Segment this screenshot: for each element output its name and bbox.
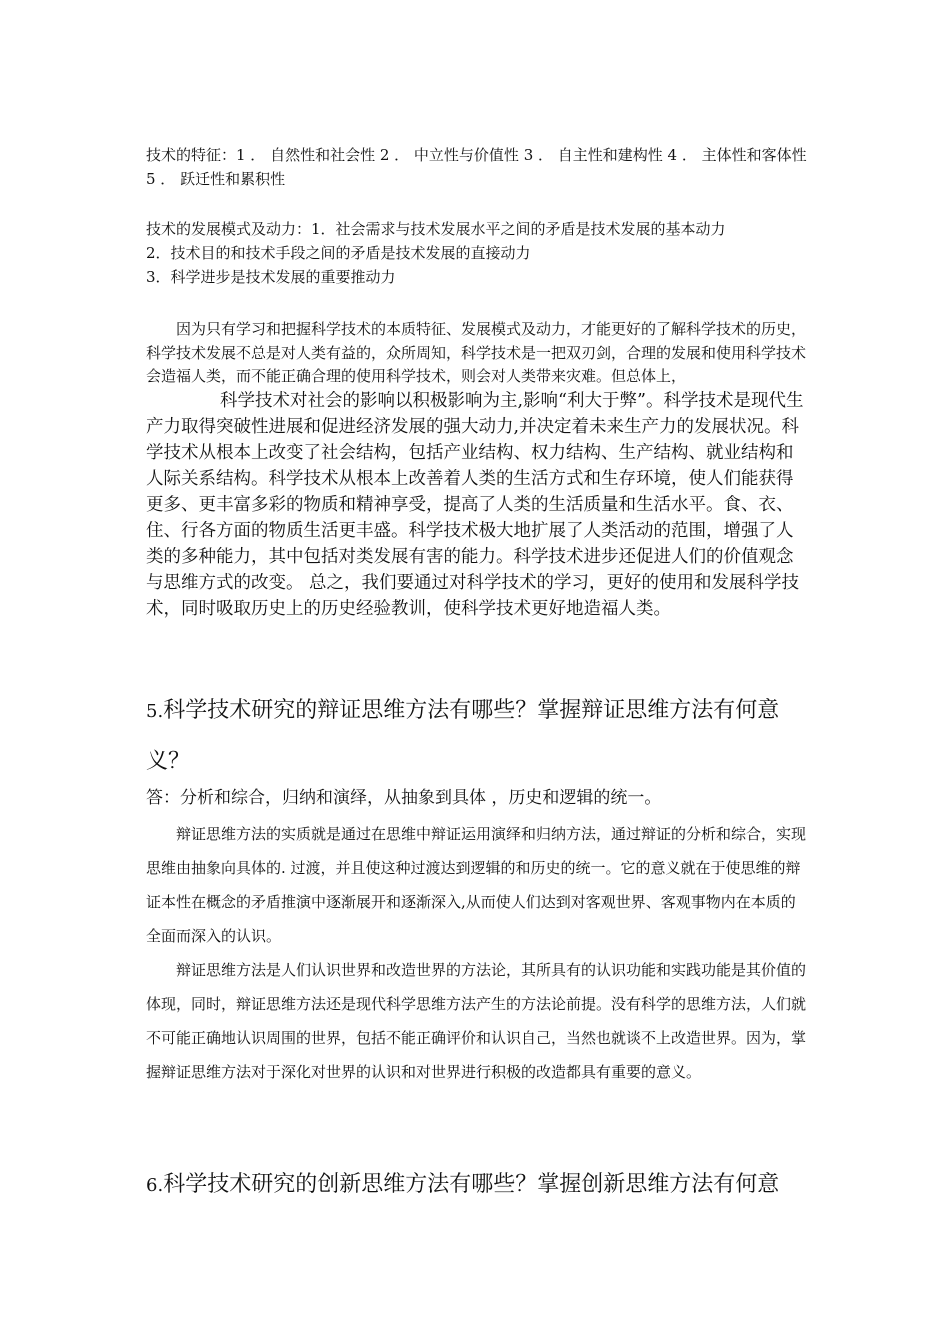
development-line-2: 2．技术目的和技术手段之间的矛盾是技术发展的直接动力 [146,244,531,262]
question-5-number: 5. [146,701,164,722]
tech-features-paragraph: 技术的特征：1 ． 自然性和社会性 2 ． 中立性与价值性 3 ． 自主性和建构性 4 ． 主体性和客体性 5 ． 跃迁性和累积性 [146,146,807,188]
development-line-3: 3．科学进步是技术发展的重要推动力 [146,268,396,286]
significance-paragraph-body: 科学技术对社会的影响以积极影响为主,影响“利大于弊”。科学技术是现代生产力取得突破性进展和促进经济发展的强大动力,并决定着未来生产力的发展状况。科学技术从根本上改变了社会结构，包括产业结构、权力结构、生产结构、就业结构和人际关系结构。科学技术从根本上改善着人类的生活方式和生存环境，使人们能获得更多、更丰富多彩的物质和精神享受，提高了人类的生活质量和生活水平。食、衣、住、行各方面的物质生活更丰盛。科学技术极大地扩展了人类活动的范围，增强了人类的多种能力，其中包括对类发展有害的能力。科学技术进步还促进人们的价值观念与思维方式的改变。 总之，我们要通过对科学技术的学习，更好的使用和发展科学技术，同时吸取历史上的历史经验教训，使科学技术更好地造福人类。 [146,391,804,619]
question-5-paragraph-2: 辩证思维方法是人们认识世界和改造世界的方法论，其所具有的认识功能和实践功能是其价值的体现，同时，辩证思维方法还是现代科学思维方法产生的方法论前提。没有科学的思维方法，人们就不可能正确地认识周围的世界，包括不能正确评价和认识自己，当然也就谈不上改造世界。因为，掌握辩证思维方法对于深化对世界的认识和对世界进行积极的改造都具有重要的意义。 [146,961,807,1081]
development-line-1: 技术的发展模式及动力：1．社会需求与技术发展水平之间的矛盾是技术发展的基本动力 [146,220,726,238]
tech-development-list [146,217,810,289]
question-5-heading [146,686,810,787]
question-5-text: 科学技术研究的辩证思维方法有哪些？掌握辩证思维方法有何意义？ [146,698,780,774]
question-6-text: 科学技术研究的创新思维方法有哪些？掌握创新思维方法有何意 [163,1172,780,1197]
significance-paragraph-intro: 因为只有学习和把握科学技术的本质特征、发展模式及动力，才能更好的了解科学技术的历史，科学技术发展不总是对人类有益的，众所周知，科学技术是一把双刃剑，合理的发展和使用科学技术会造福人类，而不能正确合理的使用科学技术，则会对人类带来灾难。但总体上， [146,320,807,385]
question-6-heading [146,1160,810,1210]
question-6-number: 6. [146,1175,164,1196]
question-5-answer: 答：分析和综合，归纳和演绎，从抽象到具体 ，历史和逻辑的统一。 [146,788,662,808]
question-5-paragraph-1: 辩证思维方法的实质就是通过在思维中辩证运用演绎和归纳方法，通过辩证的分析和综合，实现思维由抽象向具体的. 过渡，并且使这种过渡达到逻辑的和历史的统一。它的意义就在于使思维的辩证本性在概念的矛盾推演中逐渐展开和逐渐深入,从而使人们达到对客观世界、客观事物内在本质的全面而深入的认识。 [146,825,807,945]
